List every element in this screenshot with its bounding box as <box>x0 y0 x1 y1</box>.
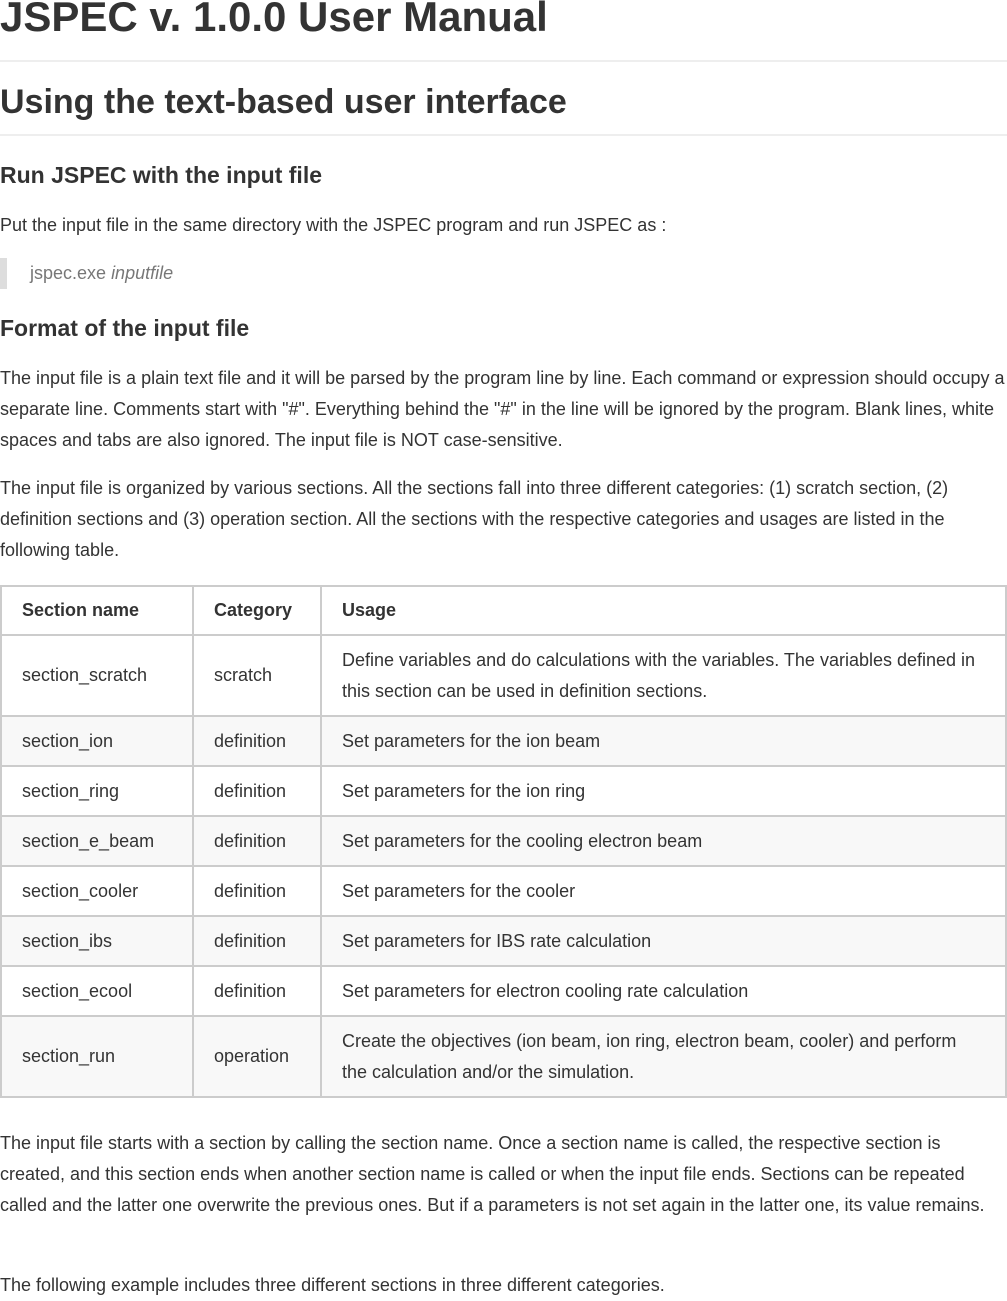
cell-usage: Set parameters for the ion ring <box>321 766 1006 816</box>
table-header-row <box>1 586 1006 635</box>
cell-category: definition <box>193 966 321 1016</box>
divider <box>0 60 1007 62</box>
format-paragraph-1: The input file is a plain text file and it will be parsed by the program line by line. Each command or expression should occupy a separate line. Comments start with "#". Everything behind the "#" in the line will be ignored by the program. Blank lines, white spaces and tabs are also ignored. The input file is NOT case-sensitive. <box>0 368 1005 450</box>
header-category: Category <box>193 586 321 635</box>
cell-usage: Set parameters for the ion beam <box>321 716 1006 766</box>
section-title: Using the text-based user interface <box>0 83 567 121</box>
format-heading: Format of the input file <box>0 315 250 341</box>
table-row <box>1 716 1006 766</box>
format-paragraph-3: The input file starts with a section by calling the section name. Once a section name is called, the respective section is created, and this section ends when another section name is called or when the input file ends. Sections can be repeated called and the latter one overwrite the previous ones. But if a parameters is not set again in the latter one, its value remains. <box>0 1133 985 1215</box>
cell-section-name: section_run <box>1 1016 193 1097</box>
command-argument: inputfile <box>111 263 174 283</box>
cell-category: definition <box>193 816 321 866</box>
format-paragraph-2: The input file is organized by various sections. All the sections fall into three different categories: (1) scratch section, (2) definition sections and (3) operation section. All the sections with the respective categories and usages are listed in the following table. <box>0 478 949 560</box>
command: jspec.exe <box>30 263 107 283</box>
cell-usage: Set parameters for electron cooling rate calculation <box>321 966 1006 1016</box>
cell-usage: Define variables and do calculations with the variables. The variables defined in this section can be used in definition sections. <box>321 635 1006 716</box>
header-usage: Usage <box>321 586 1006 635</box>
table-row <box>1 1016 1006 1097</box>
cell-usage: Set parameters for the cooler <box>321 866 1006 916</box>
cell-category: definition <box>193 916 321 966</box>
cell-category: definition <box>193 716 321 766</box>
cell-category: scratch <box>193 635 321 716</box>
cell-section-name: section_ring <box>1 766 193 816</box>
header-section-name: Section name <box>1 586 193 635</box>
table-row <box>1 816 1006 866</box>
cell-category: definition <box>193 766 321 816</box>
sections-table <box>0 585 1007 1098</box>
table-row <box>1 916 1006 966</box>
cell-usage: Set parameters for IBS rate calculation <box>321 916 1006 966</box>
command-blockquote <box>0 258 173 289</box>
cell-section-name: section_cooler <box>1 866 193 916</box>
table-row <box>1 635 1006 716</box>
cell-section-name: section_ibs <box>1 916 193 966</box>
format-paragraph-4: The following example includes three different sections in three different categories. <box>0 1275 665 1295</box>
cell-usage: Create the objectives (ion beam, ion ring, electron beam, cooler) and perform the calculation and/or the simulation. <box>321 1016 1006 1097</box>
cell-usage: Set parameters for the cooling electron beam <box>321 816 1006 866</box>
cell-category: definition <box>193 866 321 916</box>
cell-section-name: section_e_beam <box>1 816 193 866</box>
page-title: JSPEC v. 1.0.0 User Manual <box>0 0 548 40</box>
table-row <box>1 766 1006 816</box>
cell-section-name: section_ion <box>1 716 193 766</box>
run-text: Put the input file in the same directory with the JSPEC program and run JSPEC as : <box>0 215 667 235</box>
table-row <box>1 966 1006 1016</box>
run-heading: Run JSPEC with the input file <box>0 162 322 188</box>
cell-section-name: section_ecool <box>1 966 193 1016</box>
divider <box>0 134 1007 136</box>
cell-section-name: section_scratch <box>1 635 193 716</box>
table-row <box>1 866 1006 916</box>
cell-category: operation <box>193 1016 321 1097</box>
